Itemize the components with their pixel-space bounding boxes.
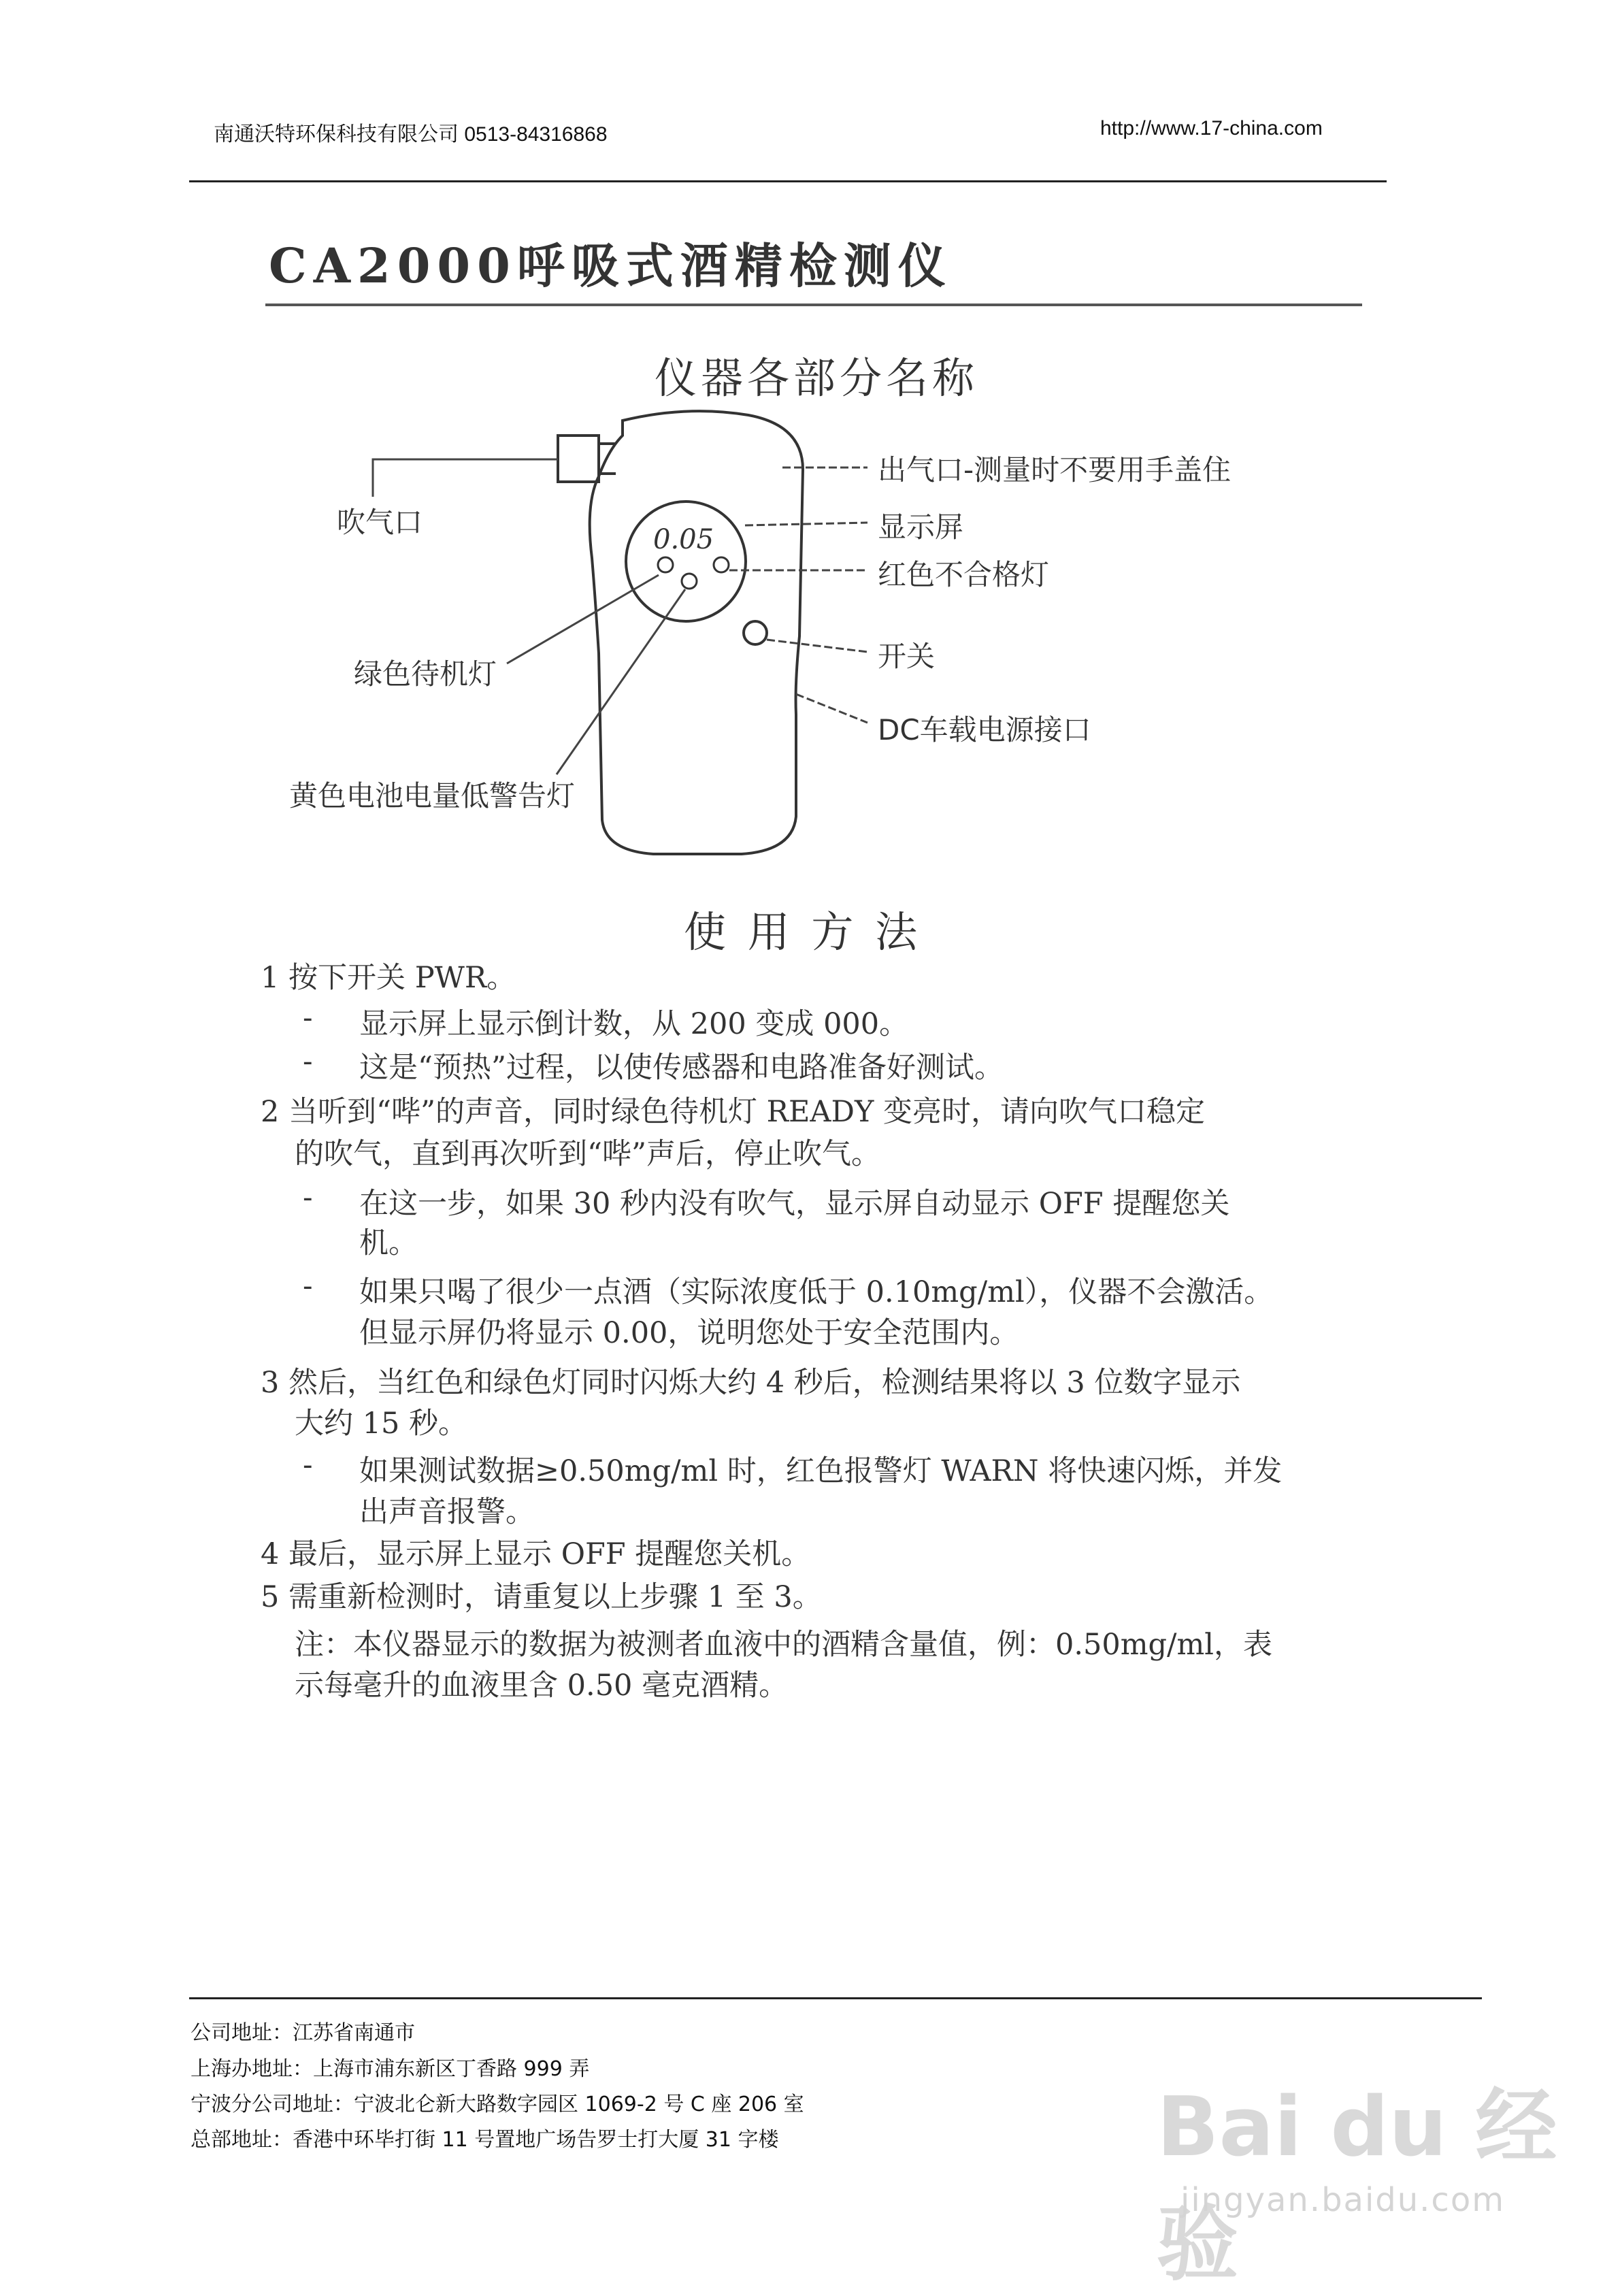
usage-note-cont: 示每毫升的血液里含 0.50 毫克酒精。 <box>295 1669 789 1703</box>
usage-step-4: 4 最后，显示屏上显示 OFF 提醒您关机。 <box>261 1537 811 1571</box>
usage-step-3a-cont: 出声音报警。 <box>359 1495 535 1529</box>
leader-yellow-led <box>557 589 685 774</box>
usage-bullet: - <box>303 1001 313 1035</box>
footer-address-ningbo: 宁波分公司地址：宁波北仑新大路数字园区 1069-2 号 C 座 206 室 <box>191 2093 804 2116</box>
usage-step-2a: 在这一步，如果 30 秒内没有吹气，显示屏自动显示 OFF 提醒您关 <box>359 1187 1230 1221</box>
green-led <box>658 557 673 572</box>
usage-step-5: 5 需重新检测时，请重复以上步骤 1 至 3。 <box>261 1580 822 1614</box>
usage-note: 注：本仪器显示的数据为被测者血液中的酒精含量值，例：0.50mg/ml，表 <box>295 1628 1273 1662</box>
footer-divider <box>189 1997 1482 1999</box>
yellow-led <box>682 574 697 589</box>
usage-bullet: - <box>303 1448 313 1482</box>
baidu-watermark-domain: jingyan.baidu.com <box>1180 2181 1505 2219</box>
mouthpiece <box>558 436 599 482</box>
leader-display <box>745 523 867 525</box>
label-power: 开关 <box>878 640 936 673</box>
label-outlet: 出气口-测量时不要用手盖住 <box>878 453 1231 487</box>
label-red-led: 红色不合格灯 <box>878 558 1050 591</box>
label-green-led: 绿色待机灯 <box>354 657 497 691</box>
usage-step-3-cont: 大约 15 秒。 <box>295 1407 468 1441</box>
power-button <box>744 621 767 644</box>
usage-step-2b: 如果只喝了很少一点酒（实际浓度低于 0.10mg/ml），仪器不会激活。 <box>359 1275 1274 1309</box>
footer-address-hq: 公司地址：江苏省南通市 <box>191 2021 415 2045</box>
section-usage-heading: 使 用 方 法 <box>684 907 922 957</box>
document-title: CA2000呼吸式酒精检测仪 <box>269 237 953 294</box>
usage-step-2b-cont: 但显示屏仍将显示 0.00，说明您处于安全范围内。 <box>359 1316 1019 1350</box>
label-yellow-led: 黄色电池电量低警告灯 <box>289 779 576 813</box>
red-led <box>714 557 729 572</box>
leader-power <box>767 640 867 652</box>
usage-bullet: - <box>303 1045 313 1079</box>
leader-mouthpiece <box>373 459 558 497</box>
device-body <box>590 411 803 854</box>
display-reading: 0.05 <box>653 524 714 555</box>
usage-step-2a-cont: 机。 <box>359 1226 418 1260</box>
label-display: 显示屏 <box>878 510 964 544</box>
usage-step-3: 3 然后，当红色和绿色灯同时闪烁大约 4 秒后，检测结果将以 3 位数字显示 <box>261 1366 1241 1400</box>
footer-address-shanghai: 上海办地址：上海市浦东新区丁香路 999 弄 <box>191 2057 590 2081</box>
usage-bullet: - <box>303 1181 313 1215</box>
section-parts-heading: 仪器各部分名称 <box>655 353 979 403</box>
usage-step-1b: 这是“预热”过程，以使传感器和电路准备好测试。 <box>359 1051 1004 1085</box>
header-company: 南通沃特环保科技有限公司 0513-84316868 <box>214 123 608 146</box>
usage-step-1: 1 按下开关 PWR。 <box>261 961 516 995</box>
label-mouthpiece: 吹气口 <box>337 506 423 539</box>
baidu-watermark-logo: Bai du 经验 <box>1157 2080 1557 2292</box>
usage-step-2: 2 当听到“哔”的声音，同时绿色待机灯 READY 变亮时，请向吹气口稳定 <box>261 1095 1206 1129</box>
label-dc-port: DC车载电源接口 <box>878 713 1091 747</box>
usage-step-3a: 如果测试数据≥0.50mg/ml 时，红色报警灯 WARN 将快速闪烁，并发 <box>359 1454 1283 1488</box>
footer-address-hongkong: 总部地址：香港中环毕打街 11 号置地广场告罗士打大厦 31 字楼 <box>191 2128 779 2152</box>
usage-step-2-cont: 的吹气，直到再次听到“哔”声后，停止吹气。 <box>295 1137 880 1171</box>
leader-dc-port <box>796 694 867 723</box>
usage-bullet: - <box>303 1269 313 1303</box>
header-url[interactable]: http://www.17-china.com <box>1100 117 1323 140</box>
usage-step-1a: 显示屏上显示倒计数，从 200 变成 000。 <box>359 1007 909 1041</box>
leader-green-led <box>507 575 659 663</box>
